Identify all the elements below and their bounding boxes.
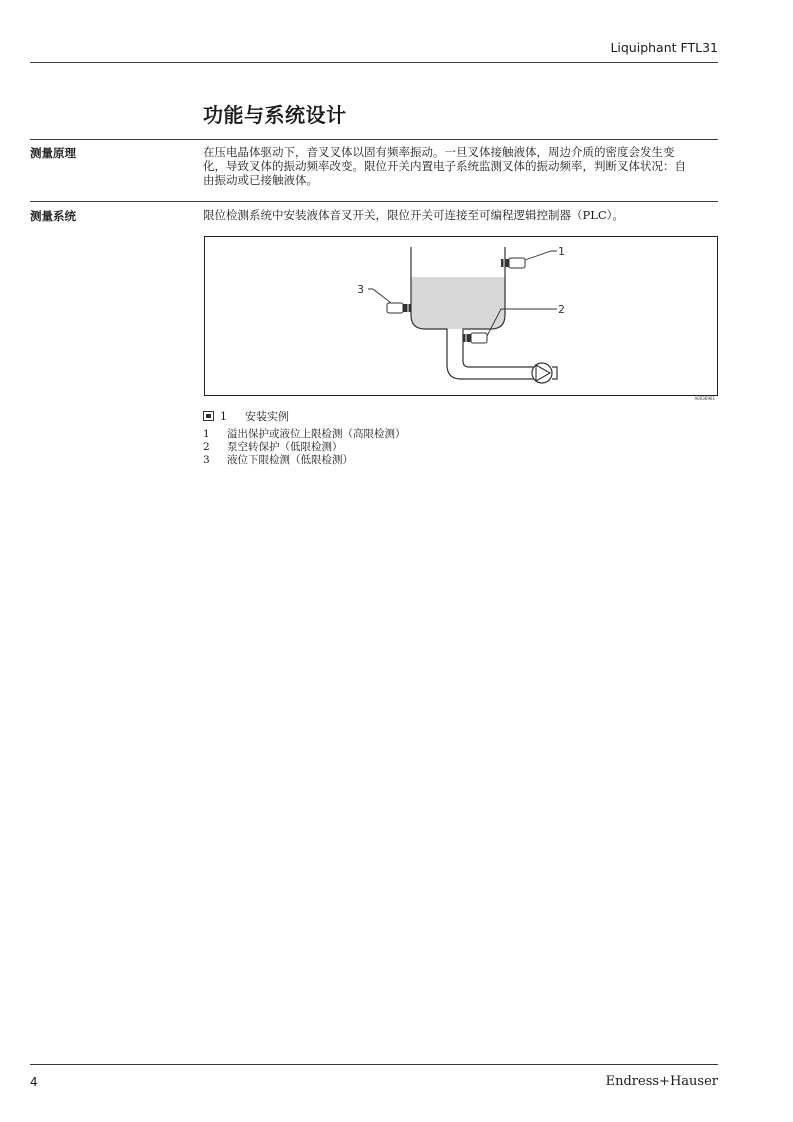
header-product-name: Liquiphant FTL31 <box>610 40 718 55</box>
legend-item-text: 泵空转保护（低限检测） <box>227 441 343 453</box>
callout-2: 2 <box>558 303 565 316</box>
installation-figure <box>204 236 718 396</box>
legend-item-number: 1 <box>203 428 210 440</box>
figure-caption-text: 安装实例 <box>245 410 289 423</box>
level-switch-2-icon <box>463 333 487 343</box>
legend-item-text: 溢出保护或液位上限检测（高限检测） <box>227 428 406 440</box>
figure-caption <box>203 408 289 424</box>
pump-icon <box>532 363 557 383</box>
measuring-system-rule <box>30 201 718 202</box>
figure-icon <box>203 411 214 421</box>
measuring-principle-label: 测量原理 <box>30 146 76 160</box>
principle-line-1: 在压电晶体驱动下，音叉叉体以固有频率振动。一旦叉体接触液体，周边介质的密度会发生变 <box>203 145 675 159</box>
section-title: 功能与系统设计 <box>203 103 347 127</box>
callout-3: 3 <box>357 283 364 296</box>
level-switch-3-icon <box>387 303 411 313</box>
installation-diagram <box>205 237 717 395</box>
principle-line-2: 化，导致叉体的振动频率改变。限位开关内置电子系统监测叉体的振动频率，判断叉体状况：自 <box>203 159 686 173</box>
section-rule <box>30 139 718 140</box>
callout-3-leader <box>368 289 391 303</box>
principle-line-3: 由振动或已接触液体。 <box>203 173 318 187</box>
callout-1: 1 <box>558 245 565 258</box>
legend-item <box>203 454 406 467</box>
figure-number: 1 <box>220 410 227 423</box>
header-rule <box>30 62 718 63</box>
measuring-system-text: 限位检测系统中安装液体音叉开关，限位开关可连接至可编程逻辑控制器（PLC）。 <box>203 208 624 222</box>
legend-item-number: 2 <box>203 441 210 453</box>
figure-id: A0036961 <box>694 396 715 401</box>
measuring-principle-text <box>203 145 715 187</box>
footer-rule <box>30 1064 718 1065</box>
page-number: 4 <box>30 1075 38 1089</box>
level-switch-1-icon <box>501 258 525 268</box>
legend-item-number: 3 <box>203 454 210 466</box>
tank-liquid <box>411 277 505 329</box>
measuring-system-label: 测量系统 <box>30 209 76 223</box>
legend-item <box>203 428 406 441</box>
callout-1-leader <box>525 251 557 260</box>
outlet-pipe <box>447 337 535 379</box>
legend-item-text: 液位下限检测（低限检测） <box>227 454 353 466</box>
legend-item <box>203 441 406 454</box>
figure-legend <box>203 428 406 467</box>
footer-brand: Endress+Hauser <box>605 1074 718 1089</box>
